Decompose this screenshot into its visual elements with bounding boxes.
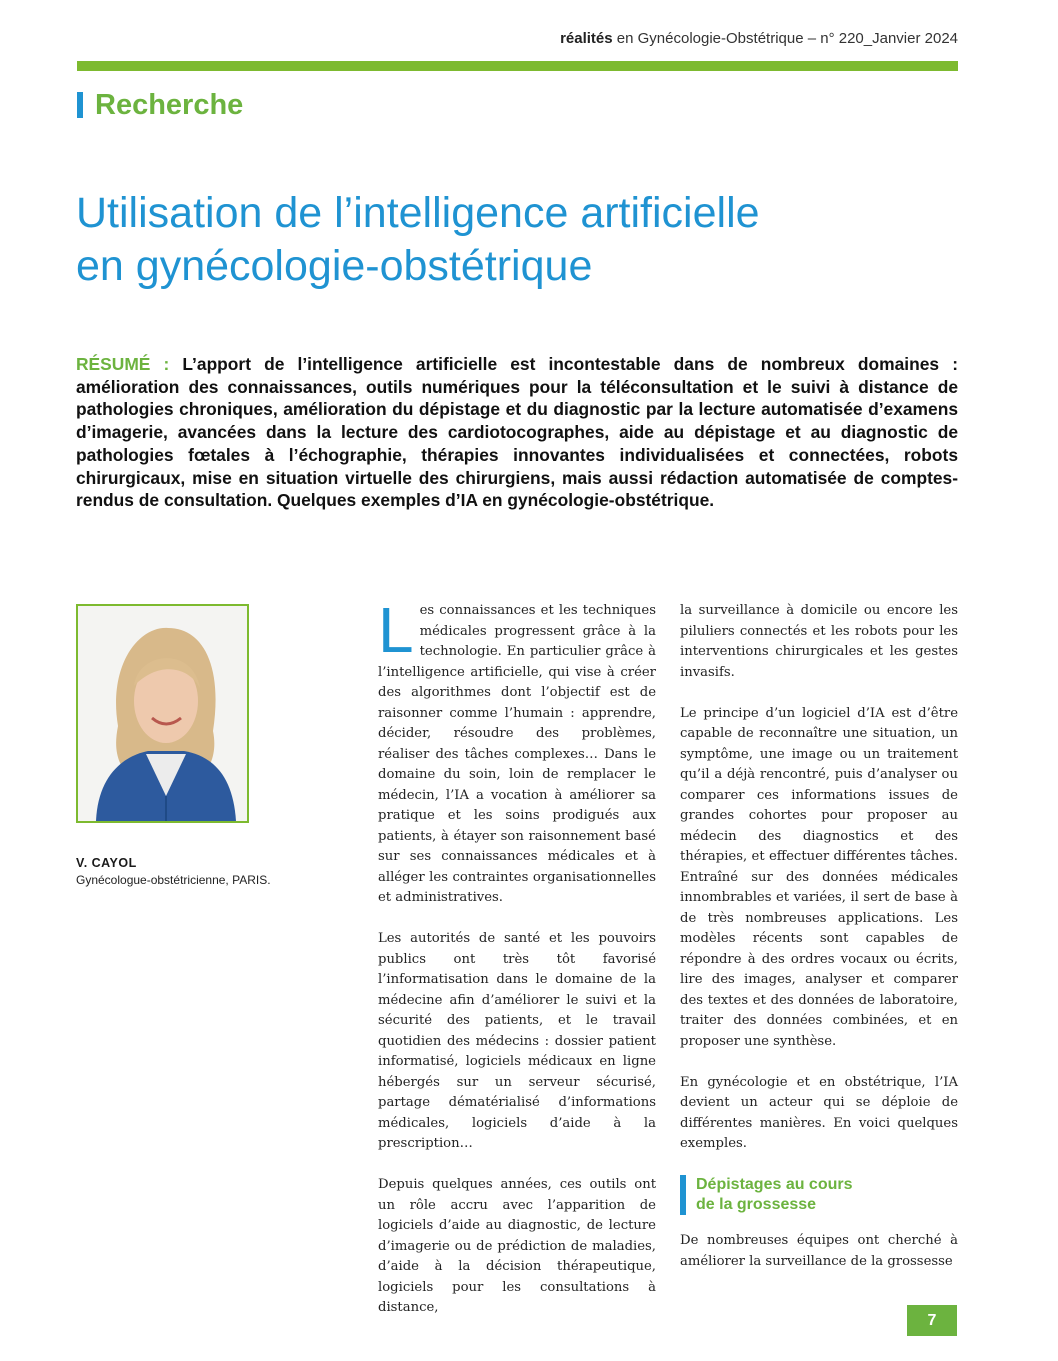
paragraph: De nombreuses équipes ont cherché à améliorer la surveillance de la grossesse — [680, 1233, 958, 1269]
section-label: Recherche — [95, 88, 244, 121]
section-tag — [77, 88, 243, 122]
paragraph: Les autorités de santé et les pouvoirs publics ont très tôt favorisé l’informatisation dans le domaine de la médecine afin d’améliorer le suivi et la sécurité des patients, et le travail quotidien des médecins : dossier patient informatisé, logiciels médicaux en ligne hébergés sur un serveur sécurisé, partage dématérialisé d’informations médicales, logiciels d’aide à la prescription… — [378, 931, 656, 1151]
abstract-lead: RÉSUMÉ : — [76, 354, 170, 374]
author-portrait-illustration — [78, 606, 247, 821]
issue-info: en Gynécologie-Obstétrique – n° 220_Janvier 2024 — [612, 30, 958, 47]
header-divider — [77, 61, 958, 71]
paragraph — [378, 594, 656, 909]
abstract — [76, 353, 958, 512]
paragraph-text: es connaissances et les techniques médicales progressent grâce à la technologie. En particulier grâce à l’intelligence artificielle, qui vise à créer des algorithmes dont l’objectif est de raisonner comme l’humain : apprendre, décider, résoudre des problèmes, réaliser des tâches complexes… Dans le domaine du soin, loin de remplacer le médecin, l’IA a vocation à améliorer sa pratique et les soins prodigués aux patients, à étayer son raisonnement basé sur ses connaissances médicales et à alléger les contraintes organisationnelles et administratives. — [378, 603, 656, 905]
paragraph: Depuis quelques années, ces outils ont un rôle accru avec l’apparition de logiciels d’aide au diagnostic, de lecture d’imagerie ou de prédiction de maladies, d’aide à la décision thérapeutique, logiciels pour les consultations à distance, — [378, 1177, 656, 1315]
paragraph: En gynécologie et en obstétrique, l’IA devient un acteur qui se déploie de différentes manières. En voici quelques exemples. — [680, 1074, 958, 1151]
subheading-line-1: Dépistages au cours — [696, 1176, 853, 1193]
subheading-marker — [680, 1175, 686, 1215]
drop-cap: L — [378, 594, 414, 666]
section-marker — [77, 92, 83, 118]
title-line-2: en gynécologie-obstétrique — [76, 242, 593, 290]
journal-name: réalités — [560, 30, 613, 47]
author-name: V. CAYOL — [76, 856, 137, 870]
author-role: Gynécologue-obstétricienne, PARIS. — [76, 873, 271, 887]
page-number: 7 — [907, 1305, 957, 1336]
subheading — [680, 1175, 958, 1215]
abstract-text: L’apport de l’intelligence artificielle est incontestable dans de nombreux domaines : amélioration des connaissances, outils numériques pour la téléconsultation et le suivi à distance de pathologies chroniques, amélioration du dépistage et du diagnostic par la lecture automatisée d’examens d’imagerie, avancées dans la lecture des cardiotocographes, aide au dépistage et au diagnostic de pathologies fœtales à l’échographie, thérapies innovantes individualisées et connectées, robots chirurgicaux, mise en situation virtuelle des chirurgiens, mais aussi rédaction automatisée de comptes-rendus de consultation. Quelques exemples d’IA en gynécologie-obstétrique. — [76, 354, 958, 511]
body-column-1 — [378, 594, 656, 1339]
paragraph: la surveillance à domicile ou encore les piluliers connectés et les robots pour les interventions chirurgicales et les gestes invasifs. — [680, 603, 958, 680]
paragraph: Le principe d’un logiciel d’IA est d’être capable de reconnaître une situation, un symptôme, une image ou un traitement qu’il a déjà rencontré, puis d’analyser ou comparer ces informations issues de grandes cohortes pour proposer au médecin des diagnostics et des thérapies, et effectuer différentes tâches. Entraîné sur des données médicales innombrables et variées, il sert de base à de très nombreuses applications. Les modèles récents sont capables de répondre à des ordres vocaux ou écrits, lire des images, analyser et comparer des textes et des données de laboratoire, traiter des données combinées, et en proposer une synthèse. — [680, 705, 958, 1049]
subheading-line-2: de la grossesse — [696, 1196, 817, 1213]
author-photo — [76, 604, 249, 823]
running-header — [0, 30, 958, 47]
article-title — [76, 187, 976, 293]
title-line-1: Utilisation de l’intelligence artificielle — [76, 189, 760, 237]
body-column-2 — [680, 601, 958, 1293]
